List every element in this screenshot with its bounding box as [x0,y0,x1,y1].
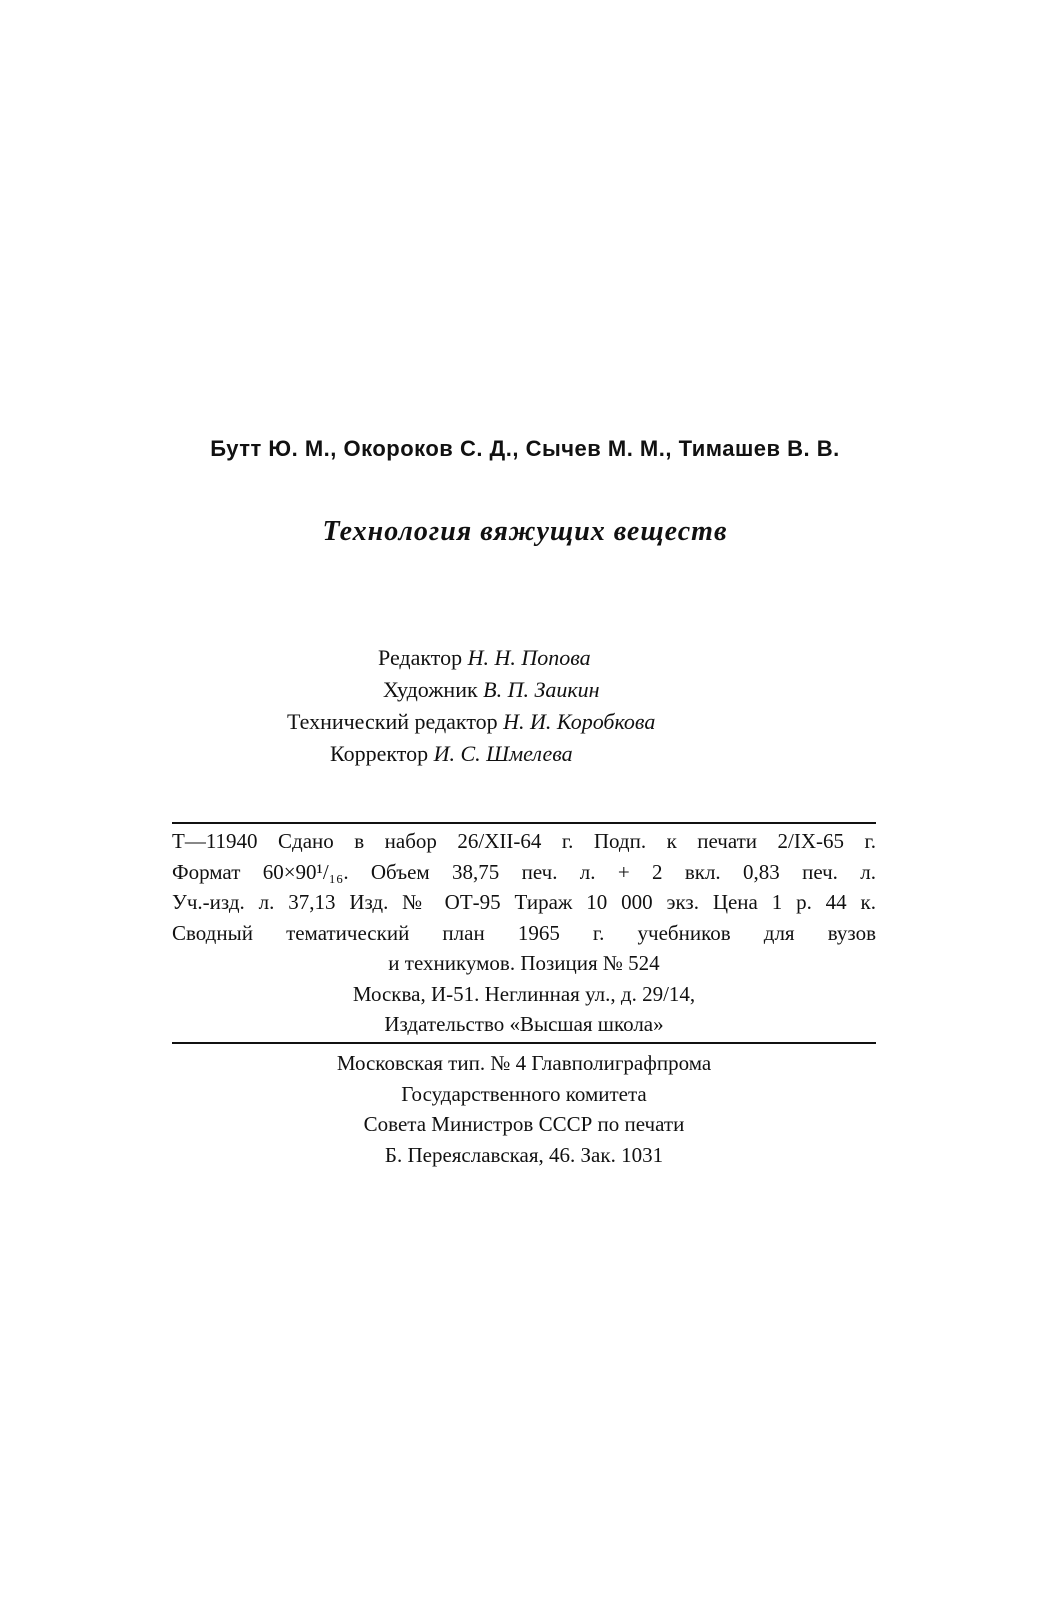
imprint-line: Формат 60×90¹/₁₆. Объем 38,75 печ. л. + 2 вкл. 0,83 печ. л. [172,859,876,884]
imprint-line: Москва, И-51. Неглинная ул., д. 29/14, [352,981,696,1006]
divider-bottom [172,1042,876,1044]
printer-line: Совета Министров СССР по печати [363,1112,685,1136]
divider-top [172,822,876,824]
credit-name: Н. Н. Попова [467,645,591,670]
credit-name: И. С. Шмелева [433,741,573,766]
credit-role: Корректор [330,741,429,766]
imprint-line: Сводный тематический план 1965 г. учебников для вузов [172,920,876,945]
authors-line: Бутт Ю. М., Окороков С. Д., Сычев М. М., Тимашев В. В. [210,436,840,461]
printer-block [172,1048,876,1170]
printer-line: Московская тип. № 4 Главполиграфпрома [336,1051,712,1075]
imprint-line: и техникумов. Позиция № 524 [388,951,660,975]
credit-name: Н. И. Коробкова [503,709,656,734]
imprint-line: Уч.-изд. л. 37,13 Изд. № ОТ-95 Тираж 10 000 экз. Цена 1 р. 44 к. [172,890,876,914]
credit-proofreader [330,739,573,769]
imprint-block [172,826,876,1040]
book-title: Технология вяжущих веществ [322,516,728,547]
credit-role: Редактор [378,645,463,670]
credit-name: В. П. Заикин [483,677,600,702]
credit-editor [378,643,591,673]
credit-tech-editor [287,707,655,737]
printer-line: Б. Переяславская, 46. Зак. 1031 [384,1142,664,1167]
imprint-line: Издательство «Высшая школа» [384,1012,664,1036]
credit-role: Технический редактор [287,709,498,734]
credit-role: Художник [383,677,478,702]
printer-line: Государственного комитета [401,1081,647,1106]
imprint-line: Т—11940 Сдано в набор 26/XII-64 г. Подп. к печати 2/IX-65 г. [172,829,876,853]
credit-artist [383,675,600,705]
